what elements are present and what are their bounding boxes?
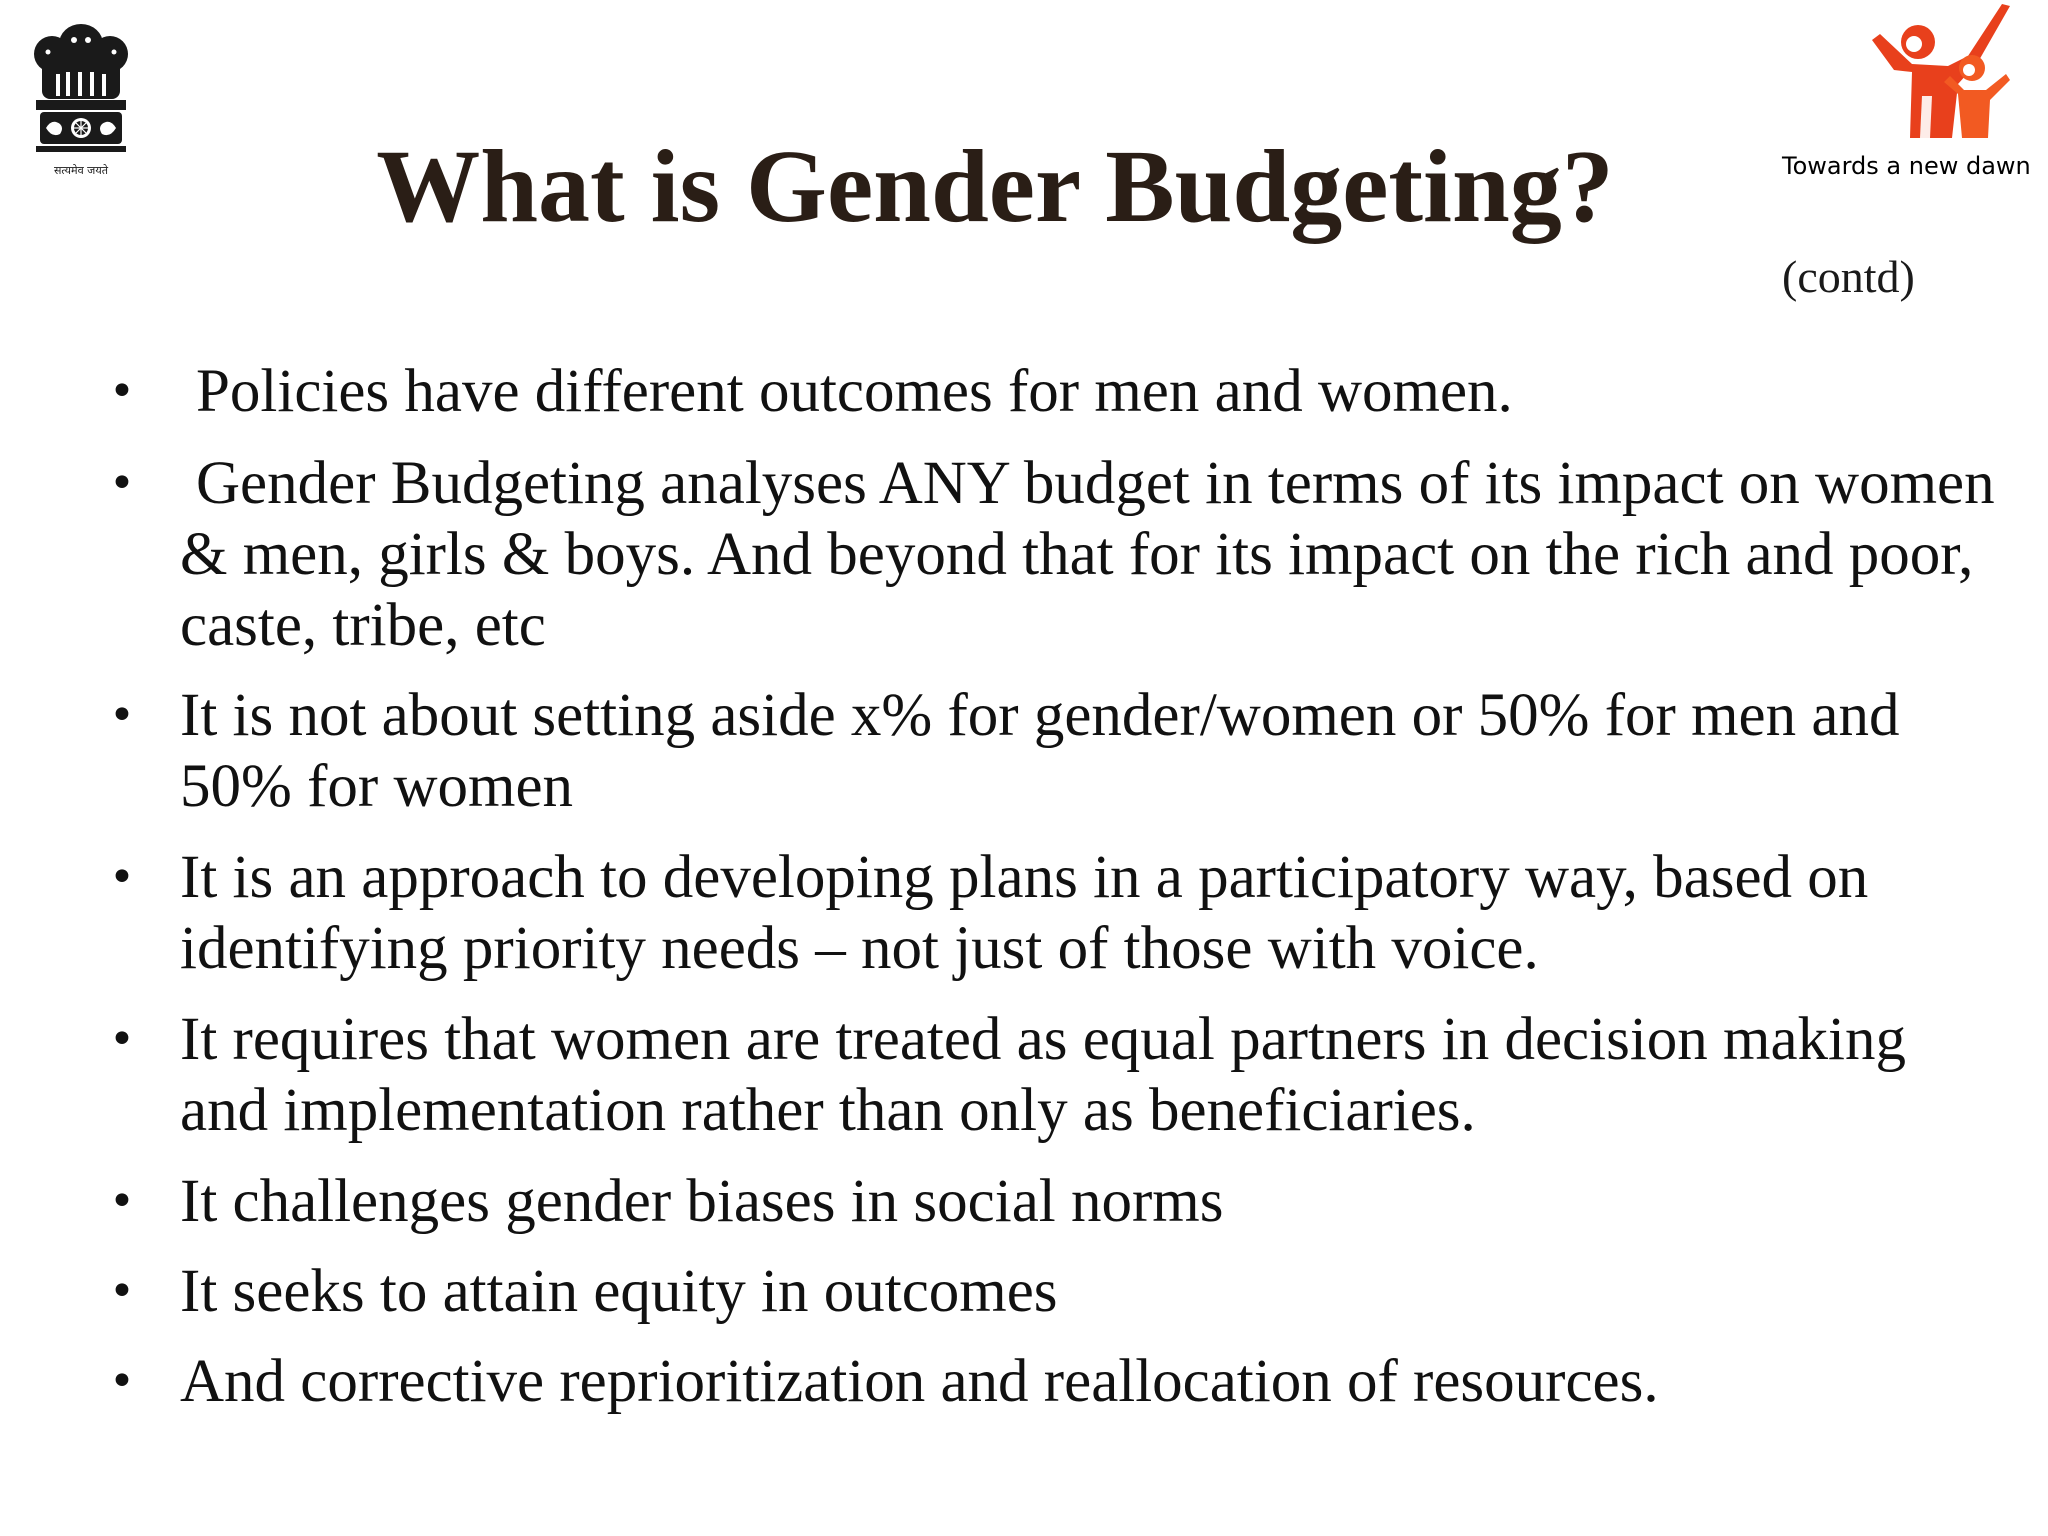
bullet-marker: • [109, 458, 135, 509]
ministry-logo-icon [1860, 0, 2020, 150]
bullet-marker: • [109, 852, 135, 903]
bullet-item [109, 1004, 2000, 1146]
bullet-item [109, 1256, 2000, 1327]
bullet-text: It seeks to attain equity in outcomes [180, 1258, 1058, 1325]
bullet-marker: • [109, 366, 135, 417]
bullet-text: It requires that women are treated as equal partners in decision making and implementation rather than only as beneficiaries. [180, 1006, 1906, 1144]
bullet-item [109, 448, 2000, 661]
logo-tagline: Towards a new dawn [1782, 152, 2031, 180]
bullet-text: It is not about setting aside x% for gender/women or 50% for men and 50% for women [180, 682, 1900, 820]
bullet-marker: • [109, 1176, 135, 1227]
bullet-text: Gender Budgeting analyses ANY budget in terms of its impact on women & men, girls & boys. And beyond that for its impact on the rich and poor, caste, tribe, etc [180, 450, 1995, 659]
bullet-item [109, 842, 2000, 984]
bullet-marker: • [109, 1356, 135, 1407]
continued-label: (contd) [1782, 251, 1915, 302]
bullet-text: Policies have different outcomes for men and women. [196, 358, 1513, 425]
bullet-text: It challenges gender biases in social norms [180, 1168, 1224, 1235]
bullet-item [109, 356, 2000, 427]
emblem-caption: सत्यमेव जयते [53, 164, 109, 177]
bullet-item [109, 1166, 2000, 1237]
slide-title: What is Gender Budgeting? [376, 129, 1614, 244]
bullet-item [109, 1346, 2000, 1417]
bullet-marker: • [109, 1014, 135, 1065]
bullet-text: It is an approach to developing plans in a participatory way, based on identifying priority needs – not just of those with voice. [180, 844, 1869, 982]
bullet-marker: • [109, 690, 135, 741]
bullet-marker: • [109, 1266, 135, 1317]
bullet-item [109, 680, 2000, 822]
bullet-text: And corrective reprioritization and reallocation of resources. [180, 1348, 1659, 1415]
